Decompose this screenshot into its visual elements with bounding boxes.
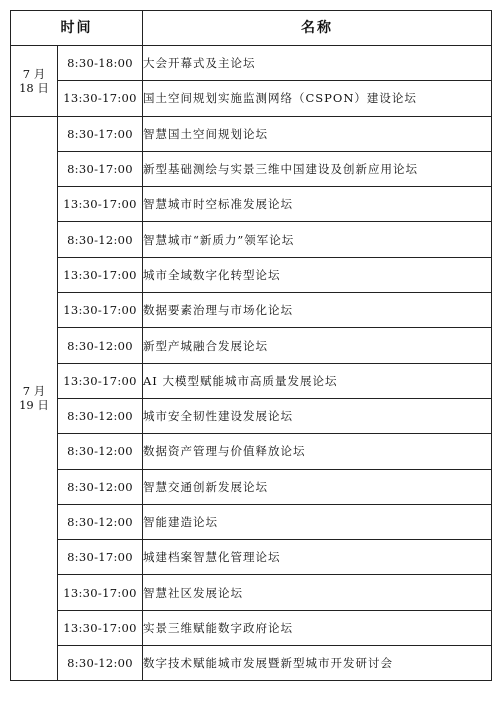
time-cell: 13:30-17:00 xyxy=(58,293,143,328)
time-cell: 8:30-12:00 xyxy=(58,646,143,681)
table-row xyxy=(11,187,492,222)
event-name-cell: 城市全域数字化转型论坛 xyxy=(143,257,492,292)
time-cell: 8:30-17:00 xyxy=(58,151,143,186)
time-cell: 8:30-12:00 xyxy=(58,222,143,257)
time-cell: 8:30-12:00 xyxy=(58,469,143,504)
header-row xyxy=(11,11,492,46)
event-name-cell: 智能建造论坛 xyxy=(143,504,492,539)
event-name-cell: 智慧国土空间规划论坛 xyxy=(143,116,492,151)
time-cell: 8:30-17:00 xyxy=(58,540,143,575)
table-row xyxy=(11,575,492,610)
table-row xyxy=(11,469,492,504)
schedule-body xyxy=(11,46,492,681)
table-row xyxy=(11,222,492,257)
event-name-cell: 实景三维赋能数字政府论坛 xyxy=(143,610,492,645)
table-row xyxy=(11,257,492,292)
date-month: 7 月 xyxy=(22,384,46,399)
event-name-cell: 智慧城市“新质力”领军论坛 xyxy=(143,222,492,257)
table-row xyxy=(11,540,492,575)
time-cell: 13:30-17:00 xyxy=(58,257,143,292)
table-row xyxy=(11,610,492,645)
table-row xyxy=(11,81,492,116)
time-cell: 8:30-12:00 xyxy=(58,504,143,539)
event-name-cell: 城市安全韧性建设发展论坛 xyxy=(143,398,492,433)
schedule-table xyxy=(10,10,492,681)
header-time: 时间 xyxy=(11,11,143,46)
event-name-cell: 城建档案智慧化管理论坛 xyxy=(143,540,492,575)
table-row xyxy=(11,46,492,81)
date-cell xyxy=(11,46,58,117)
date-month: 7 月 xyxy=(22,66,46,81)
table-row xyxy=(11,363,492,398)
table-row xyxy=(11,398,492,433)
event-name-cell: 智慧城市时空标准发展论坛 xyxy=(143,187,492,222)
event-name-cell: 智慧社区发展论坛 xyxy=(143,575,492,610)
event-name-cell: 数据要素治理与市场化论坛 xyxy=(143,293,492,328)
table-row xyxy=(11,328,492,363)
header-name: 名称 xyxy=(143,11,492,46)
table-row xyxy=(11,151,492,186)
time-cell: 13:30-17:00 xyxy=(58,187,143,222)
time-cell: 8:30-12:00 xyxy=(58,328,143,363)
time-cell: 8:30-12:00 xyxy=(58,398,143,433)
table-row xyxy=(11,504,492,539)
event-name-cell: 国土空间规划实施监测网络（CSPON）建设论坛 xyxy=(143,81,492,116)
time-cell: 8:30-12:00 xyxy=(58,434,143,469)
event-name-cell: 大会开幕式及主论坛 xyxy=(143,46,492,81)
event-name-cell: 数据资产管理与价值释放论坛 xyxy=(143,434,492,469)
date-cell xyxy=(11,116,58,681)
table-row xyxy=(11,293,492,328)
date-day: 18 日 xyxy=(19,80,49,95)
event-name-cell: 新型产城融合发展论坛 xyxy=(143,328,492,363)
event-name-cell: 数字技术赋能城市发展暨新型城市开发研讨会 xyxy=(143,646,492,681)
time-cell: 13:30-17:00 xyxy=(58,363,143,398)
table-row xyxy=(11,434,492,469)
time-cell: 13:30-17:00 xyxy=(58,610,143,645)
time-cell: 8:30-18:00 xyxy=(58,46,143,81)
time-cell: 13:30-17:00 xyxy=(58,81,143,116)
event-name-cell: 智慧交通创新发展论坛 xyxy=(143,469,492,504)
time-cell: 8:30-17:00 xyxy=(58,116,143,151)
table-row xyxy=(11,646,492,681)
date-day: 19 日 xyxy=(19,398,49,413)
time-cell: 13:30-17:00 xyxy=(58,575,143,610)
table-row xyxy=(11,116,492,151)
event-name-cell: 新型基础测绘与实景三维中国建设及创新应用论坛 xyxy=(143,151,492,186)
event-name-cell: AI 大模型赋能城市高质量发展论坛 xyxy=(143,363,492,398)
